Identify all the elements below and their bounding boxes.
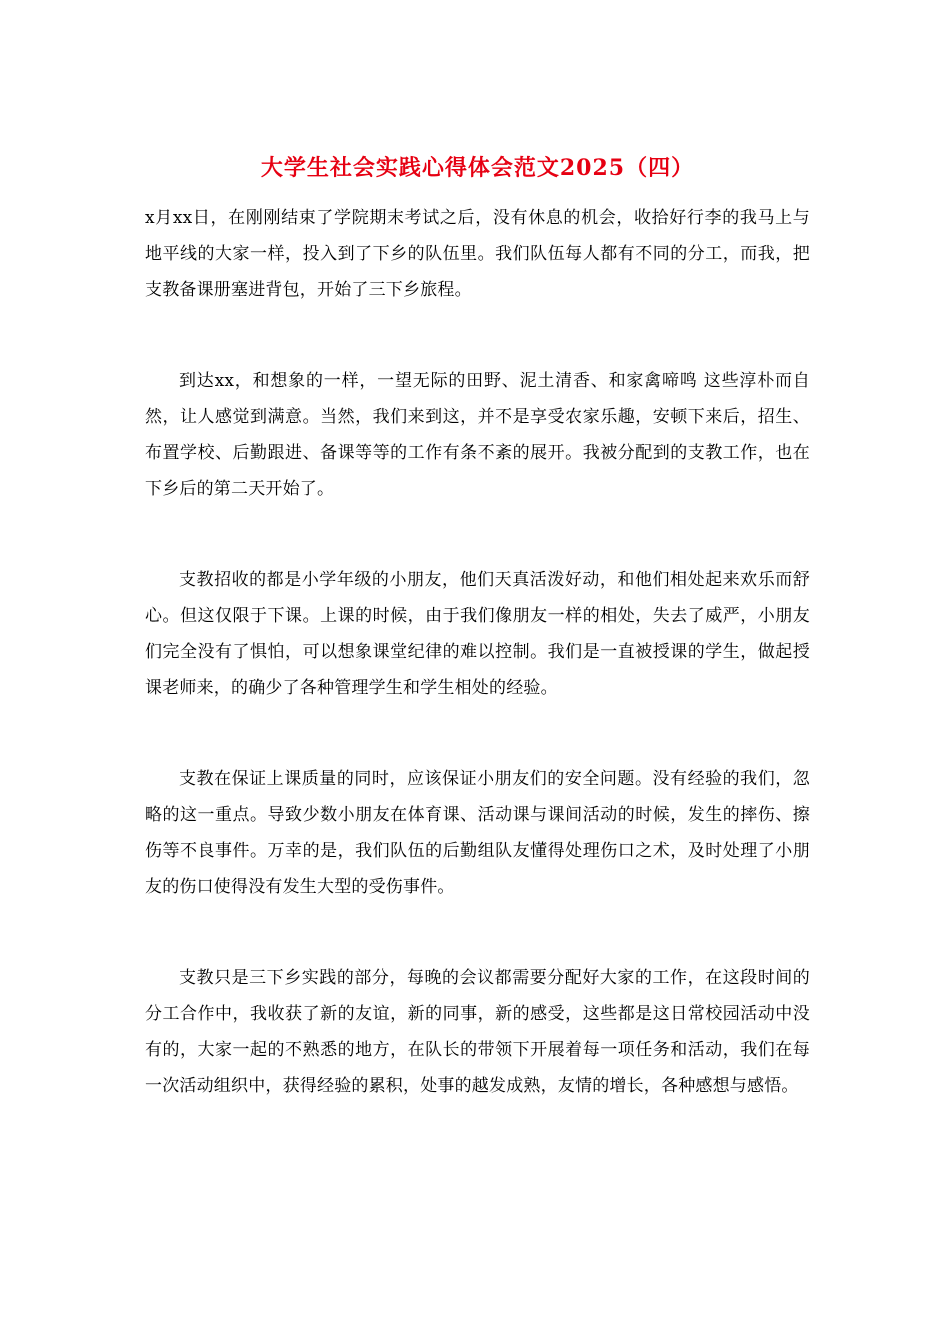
paragraph-1: x月xx日，在刚刚结束了学院期末考试之后，没有休息的机会，收拾好行李的我马上与地平线的大家一样，投入到了下乡的队伍里。我们队伍每人都有不同的分工，而我，把支教备课册塞进背包，开始了三下乡旅程。 xyxy=(145,208,810,300)
paragraph-3: 支教招收的都是小学年级的小朋友，他们天真活泼好动，和他们相处起来欢乐而舒心。但这仅限于下课。上课的时候，由于我们像朋友一样的相处，失去了威严，小朋友们完全没有了惧怕，可以想象课堂纪律的难以控制。我们是一直被授课的学生，做起授课老师来，的确少了各种管理学生和学生相处的经验。 xyxy=(145,570,810,698)
paragraph-2: 到达xx，和想象的一样，一望无际的田野、泥土清香、和家禽啼鸣 这些淳朴而自然，让人感觉到满意。当然，我们来到这，并不是享受农家乐趣，安顿下来后，招生、布置学校、后勤跟进、备课等等的工作有条不紊的展开。我被分配到的支教工作，也在下乡后的第二天开始了。 xyxy=(145,371,810,499)
paragraph-5: 支教只是三下乡实践的部分，每晚的会议都需要分配好大家的工作，在这段时间的分工合作中，我收获了新的友谊，新的同事，新的感受，这些都是这日常校园活动中没有的，大家一起的不熟悉的地方，在队长的带领下开展着每一项任务和活动，我们在每一次活动组织中，获得经验的累积，处事的越发成熟，友情的增长，各种感想与感悟。 xyxy=(145,968,810,1096)
document-page xyxy=(145,150,810,1104)
paragraph-4: 支教在保证上课质量的同时，应该保证小朋友们的安全问题。没有经验的我们，忽略的这一重点。导致少数小朋友在体育课、活动课与课间活动的时候，发生的摔伤、擦伤等不良事件。万幸的是，我们队伍的后勤组队友懂得处理伤口之术，及时处理了小朋友的伤口使得没有发生大型的受伤事件。 xyxy=(145,769,810,897)
document-title: 大学生社会实践心得体会范文2025（四） xyxy=(260,155,695,181)
